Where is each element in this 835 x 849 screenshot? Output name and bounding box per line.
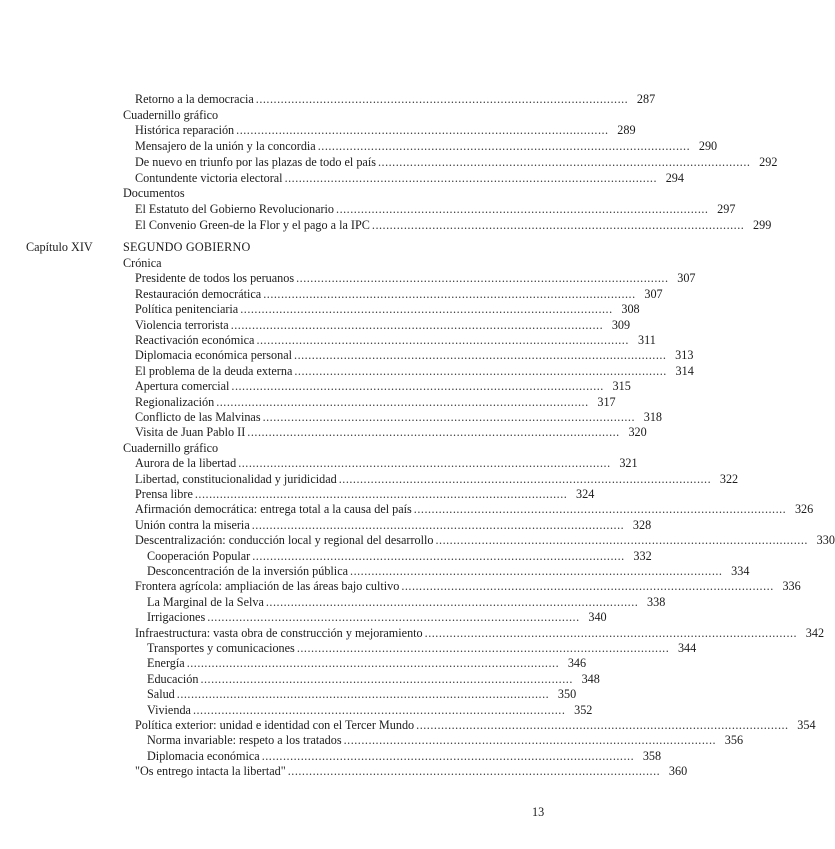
dot-leader: ......................................................................................................... — [294, 363, 667, 378]
toc-entry — [135, 139, 718, 154]
toc-entry-title: Prensa libre — [135, 487, 193, 501]
toc-entry-page: 348 — [581, 671, 600, 686]
dot-leader: ......................................................................................................... — [294, 348, 667, 363]
toc-entry-title: Restauración democrática — [135, 286, 262, 301]
dot-leader: ......................................................................................................... — [251, 517, 625, 532]
dot-leader: ......................................................................................................... — [262, 410, 635, 424]
toc-entry-title: Mensajero de la unión y la concordia — [135, 139, 316, 154]
toc-entry-title: Conflicto de las Malvinas — [135, 410, 261, 424]
dot-leader: ......................................................................................................... — [413, 502, 787, 517]
toc-entry — [147, 641, 697, 656]
dot-leader: ......................................................................................................... — [216, 394, 589, 409]
toc-entry-page: 352 — [574, 702, 593, 717]
toc-entry-page: 315 — [612, 379, 631, 394]
toc-entry-title: Desconcentración de la inversión pública — [147, 564, 349, 578]
toc-subsection-heading: Cuadernillo gráfico — [123, 440, 219, 455]
toc-entry-title: Frontera agrícola: ampliación de las áreas bajo cultivo — [135, 579, 400, 594]
dot-leader: ......................................................................................................... — [338, 471, 712, 486]
toc-entry-page: 311 — [638, 333, 656, 347]
dot-leader: ......................................................................................................... — [255, 92, 629, 106]
toc-entry-page: 354 — [797, 718, 816, 732]
toc-entry-page: 287 — [636, 92, 656, 106]
toc-entry-title: Descentralización: conducción local y regional del desarrollo — [135, 533, 434, 548]
dot-leader: ......................................................................................................... — [186, 656, 560, 671]
toc-entry — [147, 594, 666, 610]
toc-entry — [135, 154, 778, 170]
toc-entry — [135, 502, 814, 517]
toc-entry-page: 292 — [759, 154, 778, 169]
dot-leader: ......................................................................................................... — [256, 333, 629, 347]
toc-entry — [147, 687, 577, 702]
toc-entry-page: 318 — [643, 410, 662, 424]
toc-entry-page: 290 — [698, 139, 718, 154]
toc-entry-title: La Marginal de la Selva — [147, 594, 264, 609]
toc-entry-page: 294 — [665, 170, 684, 185]
toc-entry — [147, 702, 593, 718]
dot-leader: ......................................................................................................... — [317, 139, 691, 154]
toc-entry-title: Norma invariable: respeto a los tratados — [147, 733, 342, 748]
toc-entry-page: 307 — [677, 271, 696, 286]
toc-entry — [135, 487, 595, 502]
toc-entry — [135, 471, 739, 487]
toc-entry-title: Irrigaciones — [147, 610, 206, 625]
page-number: 13 — [532, 805, 545, 819]
chapter-title: SEGUNDO GOBIERNO — [123, 240, 251, 254]
toc-entry-title: Afirmación democrática: entrega total a la causa del país — [135, 502, 412, 517]
dot-leader: ......................................................................................................... — [377, 154, 751, 169]
toc-entry-page: 309 — [611, 317, 631, 332]
dot-leader: ......................................................................................................... — [261, 748, 635, 763]
dot-leader: ......................................................................................................... — [207, 610, 580, 625]
dot-leader: ......................................................................................................... — [176, 687, 550, 702]
toc-entry-title: Transportes y comunicaciones — [147, 641, 295, 655]
dot-leader: ......................................................................................................... — [435, 533, 808, 548]
toc-entry — [135, 170, 684, 186]
dot-leader: ......................................................................................................... — [236, 123, 609, 138]
toc-entry — [135, 425, 647, 440]
toc-entry-title: Libertad, constitucionalidad y juridicidad — [135, 471, 337, 486]
toc-entry-page: 346 — [567, 656, 587, 671]
dot-leader: ......................................................................................................... — [424, 625, 798, 640]
dot-leader: ......................................................................................................... — [238, 456, 611, 471]
toc-entry — [135, 302, 640, 317]
toc-entry-page: 322 — [719, 471, 739, 486]
toc-entry-page: 350 — [557, 687, 577, 702]
toc-entry — [147, 671, 600, 687]
toc-entry — [135, 456, 638, 471]
toc-entry — [135, 533, 835, 548]
toc-entry — [135, 363, 694, 379]
toc-entry-page: 314 — [675, 363, 694, 378]
toc-entry-title: Retorno a la democracia — [135, 92, 254, 106]
toc-entry-title: Aurora de la libertad — [135, 456, 237, 471]
toc-entry-title: Violencia terrorista — [135, 317, 229, 332]
toc-entry — [147, 548, 652, 564]
toc-entry-page: 334 — [731, 564, 750, 578]
toc-entry — [135, 625, 825, 641]
toc-entry — [147, 564, 750, 579]
dot-leader: ......................................................................................................... — [371, 217, 745, 232]
toc-entry-title: De nuevo en triunfo por las plazas de todo el país — [135, 154, 376, 169]
toc-entry — [135, 410, 662, 425]
toc-entry-title: Política exterior: unidad e identidad con el Tercer Mundo — [135, 718, 415, 732]
toc-entry-title: Visita de Juan Pablo II — [135, 425, 246, 440]
toc-entry-page: 330 — [816, 533, 835, 548]
toc-entry-page: 328 — [632, 517, 652, 532]
dot-leader: ......................................................................................................... — [263, 286, 636, 301]
toc-entry-page: 344 — [677, 641, 697, 655]
toc-entry-page: 342 — [805, 625, 825, 640]
toc-entry — [135, 764, 688, 779]
toc-entry — [135, 394, 616, 410]
dot-leader: ......................................................................................................... — [416, 718, 789, 732]
toc-entry — [135, 517, 652, 533]
dot-leader: ......................................................................................................... — [350, 564, 723, 578]
dot-leader: ......................................................................................................... — [200, 671, 573, 686]
toc-entry-page: 320 — [628, 425, 647, 440]
toc-entry-title: Reactivación económica — [135, 333, 255, 347]
toc-entry-title: "Os entrego intacta la libertad" — [135, 764, 286, 779]
toc-entry — [147, 748, 662, 764]
toc-entry-title: El problema de la deuda externa — [135, 363, 293, 378]
dot-leader: ......................................................................................................... — [296, 641, 670, 655]
toc-entry-page: 307 — [644, 286, 663, 301]
toc-entry-title: Educación — [147, 671, 199, 686]
toc-entry-title: Apertura comercial — [135, 379, 230, 394]
toc-entry — [135, 379, 631, 394]
toc-entry-title: Cooperación Popular — [147, 548, 251, 563]
chapter-label: Capítulo XIV — [26, 240, 93, 254]
toc-entry-page: 336 — [782, 579, 801, 594]
dot-leader: ......................................................................................................... — [336, 201, 709, 216]
toc-entry-title: Energía — [147, 656, 185, 671]
toc-entry — [135, 123, 636, 138]
toc-entry-title: Histórica reparación — [135, 123, 235, 138]
dot-leader: ......................................................................................................... — [343, 733, 717, 748]
toc-entry — [147, 733, 744, 748]
toc-entry — [135, 286, 663, 302]
dot-leader: ......................................................................................................... — [284, 170, 657, 185]
dot-leader: ......................................................................................................... — [296, 271, 669, 286]
toc-entry-page: 338 — [647, 594, 666, 609]
toc-entry-page: 340 — [588, 610, 607, 625]
toc-entry — [135, 579, 801, 594]
toc-entry — [147, 656, 587, 671]
toc-entry-title: Salud — [147, 687, 175, 702]
toc-entry-page: 313 — [675, 348, 694, 363]
toc-entry-page: 360 — [668, 764, 688, 779]
toc-subsection-heading: Documentos — [123, 186, 185, 201]
toc-entry-page: 289 — [617, 123, 636, 138]
toc-entry-page: 326 — [794, 502, 814, 517]
toc-entry — [135, 201, 736, 217]
toc-entry-title: Regionalización — [135, 394, 215, 409]
dot-leader: ......................................................................................................... — [247, 425, 620, 440]
dot-leader: ......................................................................................................... — [240, 302, 613, 317]
toc-entry-title: Diplomacia económica personal — [135, 348, 293, 363]
toc-entry — [147, 610, 607, 625]
toc-entry-page: 356 — [724, 733, 744, 748]
dot-leader: ......................................................................................................... — [230, 317, 604, 332]
toc-entry — [135, 92, 656, 107]
toc-entry-title: Contundente victoria electoral — [135, 170, 283, 185]
toc-subsection-heading: Cuadernillo gráfico — [123, 107, 219, 122]
toc-subsection-heading: Crónica — [123, 256, 162, 270]
toc-entry-page: 321 — [619, 456, 638, 471]
dot-leader: ......................................................................................................... — [231, 379, 604, 394]
toc-entry-title: El Estatuto del Gobierno Revolucionario — [135, 201, 335, 216]
toc-entry-title: Diplomacia económica — [147, 748, 260, 763]
toc-entry — [135, 217, 772, 233]
toc-entry-page: 332 — [633, 548, 652, 563]
toc-entry — [135, 718, 816, 733]
toc-entry-title: El Convenio Green-de la Flor y el pago a la IPC — [135, 217, 370, 232]
toc-entry-page: 324 — [576, 487, 595, 501]
toc-entry-page: 308 — [621, 302, 640, 317]
toc-entry-page: 317 — [597, 394, 616, 409]
toc-entry — [135, 333, 656, 348]
toc-entry-title: Política penitenciaria — [135, 302, 239, 317]
dot-leader: ......................................................................................................... — [252, 548, 625, 563]
dot-leader: ......................................................................................................... — [194, 487, 568, 501]
toc-entry-page: 299 — [753, 217, 772, 232]
toc-entry — [135, 317, 631, 333]
toc-entry-page: 297 — [717, 201, 736, 216]
dot-leader: ......................................................................................................... — [265, 594, 639, 609]
dot-leader: ......................................................................................................... — [401, 579, 774, 594]
toc-entry-page: 358 — [642, 748, 662, 763]
dot-leader: ......................................................................................................... — [192, 702, 566, 717]
toc-entry-title: Infraestructura: vasta obra de construcción y mejoramiento — [135, 625, 423, 640]
toc-entry-title: Unión contra la miseria — [135, 517, 250, 532]
dot-leader: ......................................................................................................... — [287, 764, 661, 779]
toc-entry-title: Vivienda — [147, 702, 191, 717]
toc-entry — [135, 348, 694, 363]
toc-entry-title: Presidente de todos los peruanos — [135, 271, 295, 286]
toc-entry — [135, 271, 696, 286]
